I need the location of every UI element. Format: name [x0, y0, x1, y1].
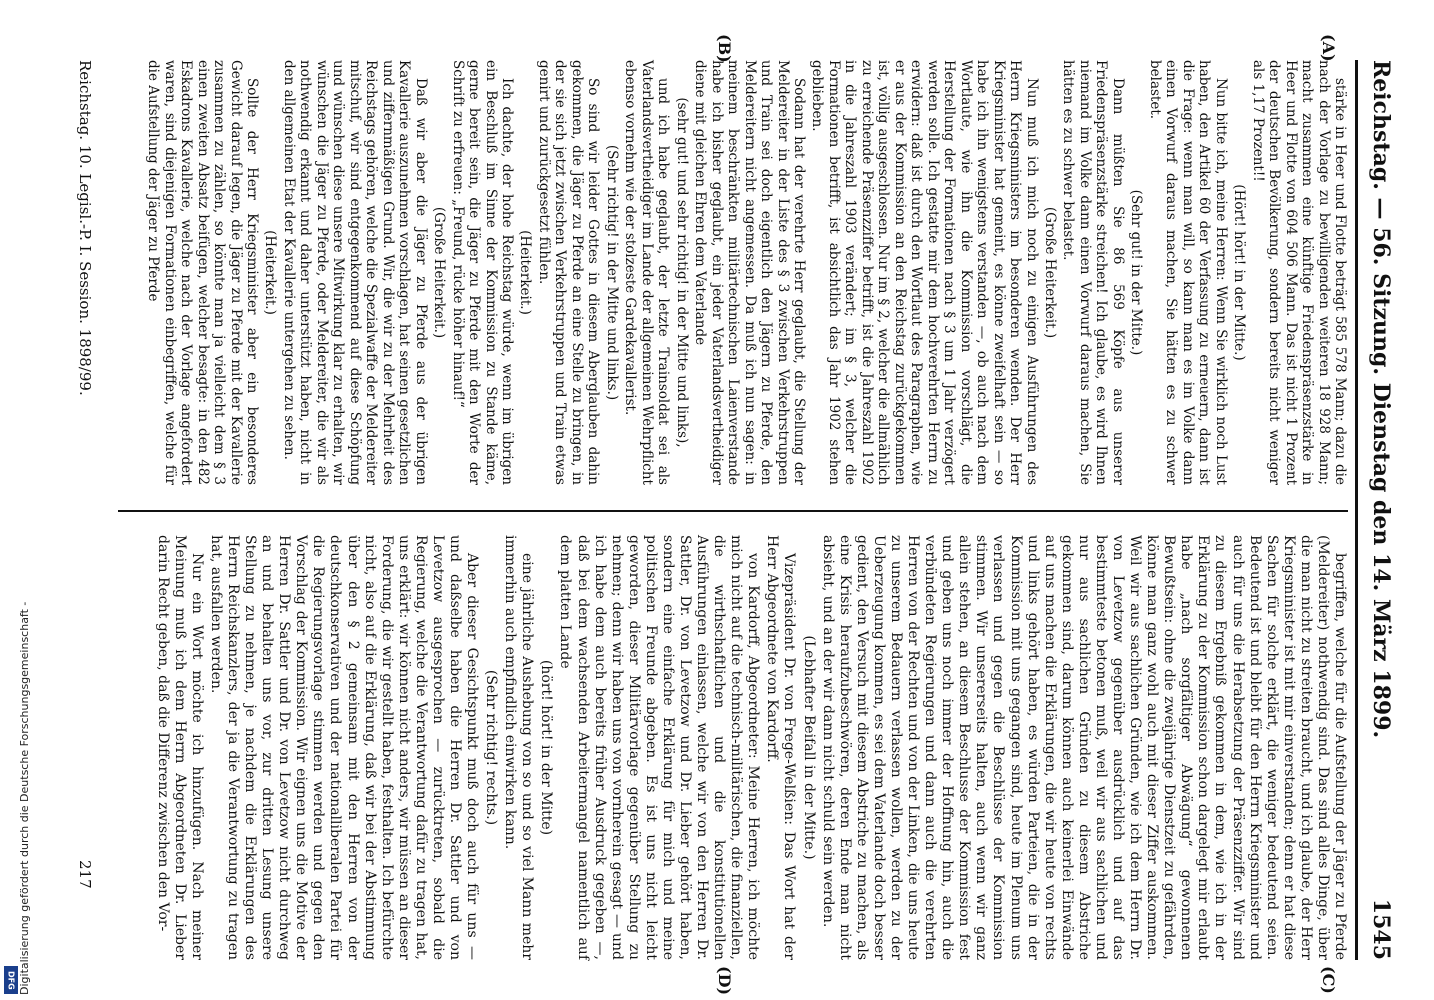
paragraph: Daß wir aber die Jäger zu Pferde aus der übrigen Kavallerie auszunehmen vorschlagen, hat seinen gesetzlichen und ziffernmäßigen Grund. Wir, die wir zu der Mehrheit des Reichstags gehören, welche die Spezialwaffe der Meldereiter mitschuf, wir sind entgegenkommend auf diese Schöpfung und wünschen diese unsere Mitwirkung klar zu erhalten, wir wünschen die Jäger zu Pferde, oder Meldereiter, die wir als nothwendig erkannt und daher unterstützt haben, nicht in den allgemeinen Etat der Kavallerie untergehen zu sehen. — [280, 60, 429, 485]
header-rule — [1355, 60, 1358, 960]
interjection: (Lebhafter Beifall in der Mitte.) — [800, 635, 817, 860]
right-column — [152, 535, 1348, 960]
margin-marker-b: (B) — [715, 34, 734, 63]
margin-marker-c: (C) — [1319, 966, 1338, 994]
left-column — [143, 60, 1348, 485]
interjection: (hört! hört! in der Mitte) — [538, 659, 555, 836]
paragraph: Nur ein Wort möchte ich hinzufügen. Nach meiner Meinung muß ich dem Herrn Abgeordneten Dr. Lieber darin Recht geben, daß die Differenz zwischen den Vor- — [154, 535, 205, 960]
interjection: (Heiterkeit.) — [262, 230, 279, 315]
page-number: 1545 — [1368, 898, 1394, 960]
paragraph: Sodann hat der verehrte Herr geglaubt, die Stellung der Meldereiter in der Liste des § 3 zwischen Verkehrstruppen und Train sei doch eigentlich den Jägern zu Pferde, den Meldereitern nicht angemessen. Da muß ich nun sagen: in meinem beschränkten militärtechnischen Laienverstande habe ich bisher geglaubt, ein jeder Vaterlandsvertheidiger diene mit gleichen Ehren dem Vaterlande — [692, 60, 807, 485]
paragraph: und ich habe geglaubt, der letzte Trainsoldat sei als Vaterlandsvertheidiger im Lande der allgemeinen Wehrpflicht ebenso vornehm wie der stolzeste Gardekavallerist. — [622, 60, 672, 485]
digitization-note: Digitalisierung gefördert durch die Deutsche Forschungsgemeinschaft - — [18, 601, 31, 995]
paragraph: So sind wir leider Gottes in diesem Aberglauben dahin gekommen, die Jäger zu Pferde an eine Stelle zu bringen, in der sie sich jetzt zwischen Verkehrstruppen und Train etwas genirt und zurückgesetzt fühlen. — [535, 60, 602, 485]
footer-sheet-number: 217 — [76, 860, 94, 889]
paragraph: eine jährliche Aushebung von so und so viel Mann mehr immerhin auch empfindlich einwirken kann. — [502, 535, 536, 960]
interjection: (Große Heiterkeit.) — [431, 206, 448, 339]
paragraph: Ich dachte, der hohe Reichstag würde, wenn im übrigen ein Beschluß im Sinne der Kommission zu Stande käme, gerne bereit sein, die Jäger zu Pferde mit den Worte der Schrift zu erfreuen: „Freund, rücke höher hinauf!“ — [449, 60, 516, 485]
paragraph: stärke in Heer und Flotte beträgt 585 578 Mann; dazu die nach der Vorlage zu bewilligenden weiteren 18 928 Mann; macht zusammen eine künftige Friedenspräsenzstärke in Heer und Flotte von 604 506 Mann. Das ist nicht 1 Prozent der deutschen Bevölkerung, sondern bereits nicht weniger als 1,17 Prozent!! — [1249, 60, 1348, 485]
margin-marker-d: (D) — [715, 966, 734, 996]
paragraph: begriffen, welche für die Aufstellung der Jäger zu Pferde (Meldereiter) nothwendig sind. Das sind alles Dinge, über die man nicht zu streiten braucht, und ich glaube, der Herr Kriegsminister ist mit mir einverstanden; denn er hat diese Sachen für solche erklärt, die weniger bedeutend seien. Bedeutend ist und bleibt für den Herrn Kriegsminister und auch für uns die Herabsetzung der Präsenzziffer. Wir sind zu diesem Ergebniß gekommen in dem, wie ich in der Erklärung zu der Kommission schon dargelegt mir erlaubt habe „nach sorgfältiger Abwägung“ gewonnenen Bewußtsein: ohne die zweijährige Dienstzeit zu gefährden, könne man ganz wohl auch mit dieser Ziffer auskommen. Weil wir aus sachlichen Gründen, wie ich dem Herrn Dr. von Levetzow gegenüber ausdrücklich und auf das bestimmteste betonen muß, weil wir aus sachlichen und nur aus sachlichen Gründen zu diesem Abstriche gekommen sind, darum können auch keinerlei Einwände auf uns machen die Erklärungen, die wir heute von rechts und links gehört haben, es würden Parteien, die in der Kommission mit uns gegangen sind, heute im Plenum uns verlassen und gegen die Beschlüsse der Kommission stimmen. Wir unsererseits halten, auch wenn wir ganz allein stehen, an diesem Beschlusse der Kommission fest und geben uns noch immer der Hoffnung hin, auch die verbündeten Regierungen und dann auch die verehrten Herren von der Rechten und von der Linken, die uns heute zu unserem Bedauern verlassen wollen, werden zu der Ueberzeugung kommen, es sei dem Vaterlande doch besser gedient, den Versuch mit diesem Abstriche zu machen, als eine Krisis heraufzubeschwören, deren Ende man nicht absieht, und an der wir dann nicht schuld sein werden. — [819, 535, 1348, 960]
interjection: (Heiterkeit.) — [517, 230, 534, 315]
paragraph: Vizepräsident Dr. von Frege-Welßien: Das Wort hat der Herr Abgeordnete von Kardorff. — [764, 535, 798, 960]
interjection: (Sehr gut! in der Mitte.) — [1128, 189, 1145, 356]
column-divider — [118, 510, 1348, 512]
paragraph: Nun muß ich mich noch zu einigen Ausführungen des Herrn Kriegsministers im besonderen wenden. Der Herr Kriegsminister hat gemeint, es könne zweifelhaft sein — so habe ich ihn wenigstens verstanden —, ob auch nach dem Wortlaute, wie ihn die Kommission vorschlägt, die Herstellung der Formationen nach § 3 um 1 Jahr verzögert werden solle. Ich gestatte mir dem hochverehrten Herrn zu erwidern: daß ist durch den Wortlaut des Paragraphen, wie er aus der Kommission an den Reichstag zurückgekommen ist, völlig ausgeschlossen. Nur im § 2, welcher die allmählich zu erreichende Präsenzziffer betrifft, ist die Jahreszahl 1902 in die Jahreszahl 1903 verändert; im § 3, welcher die Formationen betrifft, ist absichtlich das Jahr 1902 stehen geblieben. — [809, 60, 1040, 485]
footer-source: Reichstag. 10. Legisl.-P. I. Session. 1898/99. — [76, 60, 94, 396]
paragraph: Dann müßten Sie 86 569 Köpfe aus unserer Friedenspräsenzstärke streichen! Ich glaube, es wird Ihnen niemand im Volke dann einen Vorwurf daraus machen, Sie hätten es zu schwer belastet. — [1060, 60, 1126, 485]
paragraph: von Kardorff, Abgeordneter: Meine Herren, ich möchte mich nicht auf die technisch-militärischen, die finanziellen, die wirthschaftlichen und die konstitutionellen Ausführungen einlassen, welche wir von den Herren Dr. Sattler, Dr. von Levetzow und Dr. Lieber gehört haben, sondern eine einfache Erklärung für mich und meine politischen Freunde abgeben. Es ist uns nicht leicht geworden, dieser Militärvorlage gegenüber Stellung zu nehmen; denn wir haben uns von vornherein gesagt — und ich habe dem auch bereits früher Ausdruck gegeben —, daß bei dem wachsenden Arbeitermangel namentlich auf dem platten Lande — [557, 535, 762, 960]
paragraph: Aber dieser Gesichtspunkt muß doch auch für uns — und daßselbe haben die Herren Dr. Sattler und von Levetzow ausgesprochen — zurücktreten, sobald die Regierung, welche die Verantwortung dafür zu tragen hat, uns erklärt: wir können nicht anders, wir müssen an dieser Forderung, die wir gestellt haben, festhalten. Ich befürchte nicht, also auf die Erklärung, daß wir bei der Abstimmung über den § 2 gemeinsam mit den Herren von der deutschkonservativen und der nationalliberalen Partei für die Regierungsvorlage stimmen werden und gegen den Vorschlag der Kommission. Wir eignen uns die Motive der Herren Dr. Sattler und Dr. von Levetzow nicht durchweg an und behalten uns vor, zur dritten Lesung unsere Stellung zu nehmen, je nachdem die Erklärungen des Herrn Reichskanzlers, der ja die Verantwortung zu tragen hat, ausfallen werden. — [207, 535, 481, 960]
interjection: (Hört! hört! in der Mitte.) — [1231, 184, 1248, 361]
interjection: (sehr gut! und sehr richtig! in der Mitte und links), — [673, 97, 690, 448]
interjection: (Große Heiterkeit.) — [1042, 206, 1059, 339]
interjection: (Sehr richtig! in der Mitte und links.) — [603, 144, 620, 401]
page-header — [1362, 60, 1394, 960]
paragraph: Sollte der Herr Kriegsminister aber ein besonderes Gewicht darauf legen, die Jäger zu Pferde mit der Kavallerie zusammen zu zählen, so könnte man ja vielleicht dem § 3 einen zweiten Absatz beifügen, welcher besagte: in den 482 Eskadrons Kavallerie, welche nach der Vorlage angefordert waren, sind diejenigen Formationen einbegriffen, welche für die Aufstellung der Jäger zu Pferde — [145, 60, 260, 485]
margin-marker-a: (A) — [1319, 34, 1338, 62]
interjection: (Sehr richtig! rechts.) — [483, 669, 500, 826]
dfg-logo: DFG — [4, 966, 18, 994]
running-title: Reichstag. — 56. Sitzung. Dienstag den 14. März 1899. — [1368, 60, 1394, 739]
paragraph: Nun bitte ich, meine Herren: Wenn Sie wirklich noch Lust haben, den Artikel 60 der Verfassung zu erneuern, dann ist die Frage: wenn man will, so kann man es im Volke dann einen Vorwurf daraus machen, Sie hätten es zu schwer belastet. — [1146, 60, 1229, 485]
